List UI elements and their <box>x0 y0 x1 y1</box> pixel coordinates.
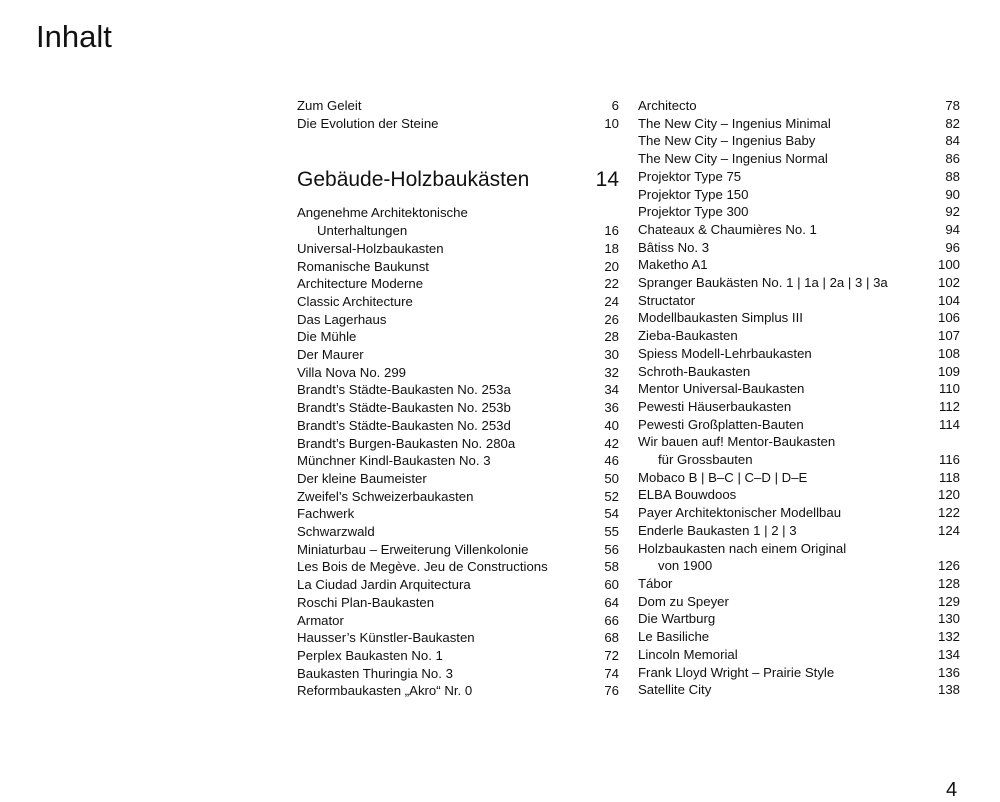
toc-entry <box>638 469 960 487</box>
toc-entry <box>638 256 960 274</box>
toc-entry <box>638 239 960 257</box>
toc-entry-title: The New City – Ingenius Baby <box>638 133 816 149</box>
toc-entry-continued <box>638 451 960 469</box>
toc-right-column <box>638 97 960 699</box>
toc-entry-page: 68 <box>604 630 619 646</box>
toc-entry-page: 124 <box>937 522 960 538</box>
toc-entry-list <box>297 240 619 700</box>
toc-entry-page: 40 <box>604 417 619 433</box>
toc-entry-page: 10 <box>604 115 619 131</box>
toc-entry-page: 100 <box>937 257 960 273</box>
toc-entry-page: 34 <box>604 382 619 398</box>
toc-entry-title: Pewesti Häuserbaukasten <box>638 398 792 414</box>
toc-entry-page: 138 <box>937 682 960 698</box>
toc-entry <box>297 381 619 399</box>
toc-entry-continued <box>638 557 960 575</box>
toc-entry <box>297 275 619 293</box>
toc-entry <box>297 293 619 311</box>
toc-entry-page: 86 <box>945 151 960 167</box>
toc-entry <box>297 541 619 559</box>
toc-entry <box>297 97 619 115</box>
toc-entry-page: 122 <box>937 505 960 521</box>
toc-entry-title: Dom zu Speyer <box>638 593 729 609</box>
toc-entry <box>297 311 619 329</box>
toc-entry-page: 118 <box>938 469 960 485</box>
toc-entry <box>638 132 960 150</box>
toc-entry-title: Enderle Baukasten 1 | 2 | 3 <box>638 522 797 538</box>
toc-entry <box>638 221 960 239</box>
toc-entry <box>297 240 619 258</box>
toc-entry <box>297 115 619 133</box>
toc-entry <box>638 186 960 204</box>
toc-entry-title: Zum Geleit <box>297 98 362 113</box>
toc-entry-two-line <box>638 540 960 575</box>
toc-entry <box>638 664 960 682</box>
toc-entry <box>638 522 960 540</box>
toc-entry-title-line1: Angenehme Architektonische <box>297 205 468 221</box>
toc-entry-title: Die Evolution der Steine <box>297 115 439 131</box>
toc-entry <box>297 399 619 417</box>
toc-entry <box>638 292 960 310</box>
toc-entry-title: Hausser’s Künstler-Baukasten <box>297 630 475 646</box>
toc-entry-title: Baukasten Thuringia No. 3 <box>297 665 453 681</box>
toc-entry-page: 110 <box>938 381 960 397</box>
toc-entry-title: Universal-Holzbaukasten <box>297 240 444 256</box>
toc-entry-title-line1: Wir bauen auf! Mentor-Baukasten <box>638 434 836 450</box>
toc-entry-page: 84 <box>945 133 960 149</box>
toc-entry <box>638 416 960 434</box>
toc-entry-page: 52 <box>604 488 619 504</box>
toc-entry-title: Pewesti Großplatten-Bauten <box>638 416 804 432</box>
toc-entry <box>638 486 960 504</box>
toc-entry <box>297 417 619 435</box>
toc-entry-page: 112 <box>938 398 960 414</box>
toc-entry-page: 60 <box>604 577 619 593</box>
toc-entry <box>638 398 960 416</box>
toc-entry-page: 46 <box>604 453 619 469</box>
toc-entry <box>638 504 960 522</box>
toc-entry-title: The New City – Ingenius Normal <box>638 151 828 167</box>
toc-entry-title: Armator <box>297 612 344 628</box>
toc-entry-page: 114 <box>938 416 960 432</box>
toc-entry-page: 88 <box>945 168 960 184</box>
toc-entry-page: 30 <box>604 347 619 363</box>
toc-entry-page: 66 <box>604 612 619 628</box>
toc-entry-title: Zieba-Baukasten <box>638 328 738 344</box>
toc-entry <box>638 610 960 628</box>
toc-entry-page: 92 <box>945 204 960 220</box>
toc-entry-page: 136 <box>937 664 960 680</box>
toc-entry-title: La Ciudad Jardin Arquitectura <box>297 577 471 593</box>
toc-entry <box>638 363 960 381</box>
toc-entry-page: 72 <box>604 647 619 663</box>
toc-entry-title: Architecto <box>638 98 697 113</box>
toc-entry-title: Das Lagerhaus <box>297 311 387 327</box>
toc-entry-page: 126 <box>937 558 960 574</box>
toc-entry-page: 134 <box>937 646 960 662</box>
toc-entry-title: Bâtiss No. 3 <box>638 239 710 255</box>
toc-entry <box>297 435 619 453</box>
toc-entry <box>297 328 619 346</box>
toc-entry-continued <box>297 222 619 240</box>
toc-entry <box>297 612 619 630</box>
toc-entry-title: Zweifel’s Schweizerbaukasten <box>297 488 474 504</box>
toc-entry-title: Die Mühle <box>297 329 357 345</box>
toc-entry-page: 54 <box>604 506 619 522</box>
toc-entry-page: 42 <box>604 435 619 451</box>
toc-entry-page: 22 <box>604 276 619 292</box>
toc-entry <box>638 345 960 363</box>
toc-entry-title: Le Basiliche <box>638 629 710 645</box>
toc-entry-title: Fachwerk <box>297 506 355 522</box>
toc-entry-page: 64 <box>604 594 619 610</box>
toc-entry-page: 50 <box>604 470 619 486</box>
toc-entry-title: Perplex Baukasten No. 1 <box>297 647 443 663</box>
toc-entry-page: 26 <box>604 311 619 327</box>
toc-entry-two-line <box>638 433 960 468</box>
toc-left-column <box>297 97 619 700</box>
toc-entry-page: 132 <box>937 629 960 645</box>
toc-entry-page: 120 <box>937 487 960 503</box>
toc-entry <box>297 558 619 576</box>
toc-entry-title: Brandt’s Städte-Baukasten No. 253d <box>297 417 511 433</box>
toc-entry-title: Spranger Baukästen No. 1 | 1a | 2a | 3 | 3a <box>638 275 888 291</box>
toc-entry-title: Projektor Type 300 <box>638 204 749 220</box>
toc-entry-page: 109 <box>937 363 960 379</box>
toc-entry <box>297 470 619 488</box>
toc-entry-page: 78 <box>945 98 960 113</box>
toc-entry-page: 74 <box>604 665 619 681</box>
toc-intro-list <box>297 97 619 132</box>
toc-entry <box>638 97 960 115</box>
toc-entry-title: Architecture Moderne <box>297 276 424 292</box>
toc-entry-page: 116 <box>938 452 960 468</box>
toc-entry-page: 55 <box>604 524 619 540</box>
toc-entry-page: 102 <box>937 275 960 291</box>
toc-entry-page: 108 <box>937 345 960 361</box>
toc-entry-list <box>638 97 960 433</box>
toc-entry-title: Frank Lloyd Wright – Prairie Style <box>638 664 835 680</box>
toc-entry <box>638 628 960 646</box>
toc-entry <box>297 346 619 364</box>
toc-entry <box>297 523 619 541</box>
toc-entry-page: 90 <box>945 186 960 202</box>
toc-entry <box>638 309 960 327</box>
toc-entry-title-line2: von 1900 <box>658 558 713 574</box>
toc-entry-title-line2: Unterhaltungen <box>317 223 408 239</box>
toc-entry-title: Les Bois de Megève. Jeu de Constructions <box>297 559 548 575</box>
toc-entry-page: 36 <box>604 400 619 416</box>
section-heading-page: 14 <box>595 168 619 192</box>
toc-entry-list <box>638 575 960 699</box>
toc-entry-page: 107 <box>937 328 960 344</box>
toc-entry-title: Modellbaukasten Simplus III <box>638 310 803 326</box>
toc-entry-page: 28 <box>604 329 619 345</box>
toc-entry-title: Der Maurer <box>297 347 364 363</box>
toc-entry-list <box>638 469 960 540</box>
toc-entry-title: Schroth-Baukasten <box>638 363 751 379</box>
toc-entry-title: Brandt’s Städte-Baukasten No. 253a <box>297 382 511 398</box>
toc-entry-title: Romanische Baukunst <box>297 258 429 274</box>
toc-entry <box>297 629 619 647</box>
toc-entry-title: Payer Architektonischer Modellbau <box>638 505 842 521</box>
toc-entry-page: 104 <box>937 292 960 308</box>
toc-entry <box>638 203 960 221</box>
toc-entry-title: Tábor <box>638 575 673 591</box>
toc-entry <box>297 682 619 700</box>
toc-entry <box>297 364 619 382</box>
toc-entry-page: 128 <box>937 575 960 591</box>
toc-entry-title: ELBA Bouwdoos <box>638 487 737 503</box>
toc-entry-page: 94 <box>945 221 960 237</box>
toc-entry-page: 130 <box>937 611 960 627</box>
toc-entry-title: Reformbaukasten „Akro“ Nr. 0 <box>297 683 473 699</box>
toc-entry <box>638 593 960 611</box>
toc-entry-title: Der kleine Baumeister <box>297 470 427 486</box>
toc-entry-page: 76 <box>604 683 619 699</box>
toc-entry-title: Mentor Universal-Baukasten <box>638 381 805 397</box>
toc-entry <box>638 646 960 664</box>
toc-entry-title: Lincoln Memorial <box>638 646 738 662</box>
toc-entry-title: Brandt’s Burgen-Baukasten No. 280a <box>297 435 516 451</box>
section-heading <box>297 168 619 192</box>
toc-entry <box>638 168 960 186</box>
page-number: 4 <box>946 779 958 801</box>
toc-entry-title: Projektor Type 75 <box>638 168 742 184</box>
toc-entry <box>638 575 960 593</box>
toc-entry <box>638 274 960 292</box>
toc-entry-title: Satellite City <box>638 682 712 698</box>
toc-entry-title: Roschi Plan-Baukasten <box>297 594 435 610</box>
toc-entry-title: Mobaco B | B–C | C–D | D–E <box>638 469 808 485</box>
toc-entry <box>638 327 960 345</box>
page-title: Inhalt <box>36 18 112 54</box>
toc-entry-title: Die Wartburg <box>638 611 716 627</box>
toc-entry <box>297 594 619 612</box>
toc-entry-title: Chateaux & Chaumières No. 1 <box>638 221 817 237</box>
toc-entry-page: 18 <box>604 240 619 256</box>
toc-entry-page: 56 <box>604 541 619 557</box>
toc-entry-title-line1: Holzbaukasten nach einem Original <box>638 540 847 556</box>
toc-entry-page: 129 <box>937 593 960 609</box>
toc-entry-title: Villa Nova No. 299 <box>297 364 406 380</box>
toc-entry-page: 96 <box>945 239 960 255</box>
toc-entry <box>297 488 619 506</box>
toc-entry-page: 32 <box>604 364 619 380</box>
toc-entry-title-line2: für Grossbauten <box>658 452 753 468</box>
toc-entry-title: Brandt’s Städte-Baukasten No. 253b <box>297 400 511 416</box>
toc-entry-title: The New City – Ingenius Minimal <box>638 115 831 131</box>
toc-entry <box>297 452 619 470</box>
toc-entry-page: 24 <box>604 293 619 309</box>
toc-entry-two-line <box>297 204 619 239</box>
toc-entry-title: Spiess Modell-Lehrbaukasten <box>638 345 812 361</box>
section-heading-title: Gebäude-Holzbaukästen <box>297 168 530 192</box>
toc-entry-page: 20 <box>604 258 619 274</box>
toc-entry-title: Schwarzwald <box>297 524 375 540</box>
toc-entry-title: Münchner Kindl-Baukasten No. 3 <box>297 453 491 469</box>
toc-entry <box>638 681 960 699</box>
toc-entry-title: Miniaturbau – Erweiterung Villenkolonie <box>297 541 529 557</box>
toc-entry-title: Classic Architecture <box>297 293 413 309</box>
toc-entry <box>297 576 619 594</box>
toc-entry-page: 16 <box>604 223 619 239</box>
toc-entry-title: Structator <box>638 292 696 308</box>
toc-entry <box>297 665 619 683</box>
toc-entry-page: 58 <box>604 559 619 575</box>
toc-entry-page: 106 <box>937 310 960 326</box>
toc-entry <box>638 115 960 133</box>
toc-entry <box>297 647 619 665</box>
toc-entry-title: Maketho A1 <box>638 257 708 273</box>
toc-entry-page: 82 <box>945 115 960 131</box>
toc-entry-page: 6 <box>611 98 619 113</box>
toc-entry <box>638 380 960 398</box>
toc-entry <box>297 505 619 523</box>
toc-entry-title: Projektor Type 150 <box>638 186 749 202</box>
toc-entry <box>638 150 960 168</box>
toc-entry <box>297 258 619 276</box>
